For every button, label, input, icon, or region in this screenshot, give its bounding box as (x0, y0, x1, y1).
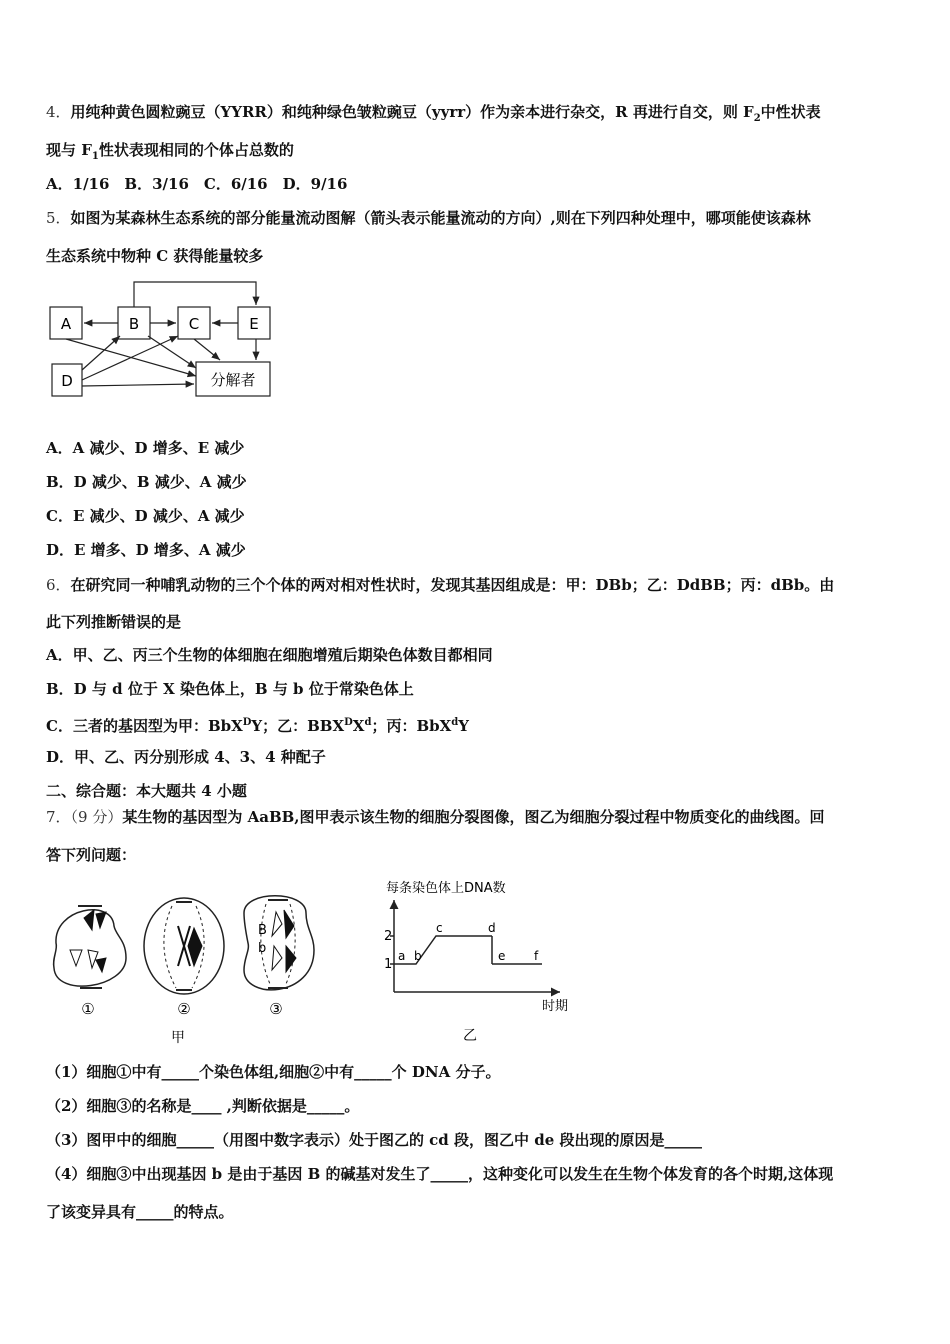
label-d: D (61, 372, 73, 390)
q5-option-a: A．A 减少、D 增多、E 减少 (46, 439, 245, 457)
point-b: b (414, 949, 422, 963)
q7-sub2: （2）细胞③的名称是____ ,判断依据是_____。 (46, 1097, 360, 1115)
label-c: C (188, 315, 200, 333)
label-decomposer: 分解者 (210, 371, 256, 389)
q6-line2: 此下列推断错误的是 (46, 613, 182, 631)
q6-option-a: A．甲、乙、丙三个生物的体细胞在细胞增殖后期染色体数目都相同 (46, 646, 493, 664)
q6-line1: 6．在研究同一种哺乳动物的三个个体的两对相对性状时，发现其基因组成是：甲：DBb；乙：DdBB；丙：dBb。由 (46, 576, 835, 594)
cell-3-label: ③ (269, 1000, 283, 1018)
cell-1-label: ① (81, 1000, 95, 1018)
y-tick-2: 2 (384, 929, 393, 944)
q5-number: 5． (46, 209, 71, 227)
q7-line2: 答下列问题： (46, 846, 137, 864)
q5-option-b: B．D 减少、B 减少、A 减少 (46, 473, 247, 491)
q6-option-d: D．甲、乙、丙分别形成 4、3、4 种配子 (46, 748, 326, 766)
point-f: f (534, 949, 539, 963)
figure-yi-dna-chart (374, 876, 584, 1048)
gene-label-b-lower: b (258, 941, 267, 956)
q6-number: 6． (46, 576, 71, 594)
q6-option-c: C．三者的基因型为甲：BbX$^D$Y；乙：$BBX^DX^d$；丙：BbX$^d$Y (46, 717, 469, 735)
chart-line-abcd (394, 936, 492, 964)
cell-3-membrane (244, 896, 314, 990)
point-c: c (436, 921, 443, 935)
q4-line2: 现与 $F_1$性状表现相同的个体占总数的 (46, 141, 294, 162)
y-tick-1: 1 (384, 957, 393, 972)
energy-flow-diagram (44, 276, 284, 404)
point-d: d (488, 921, 496, 935)
q5-option-c: C．E 减少、D 减少、A 减少 (46, 507, 245, 525)
label-a: A (60, 315, 72, 333)
q4-options: A．1/16 B．3/16 C．6/16 D．9/16 (46, 175, 348, 193)
cell-2-label: ② (177, 1000, 191, 1018)
q5-line2: 生态系统中物种 C 获得能量较多 (46, 247, 264, 265)
q7-score: （9 分） (70, 808, 123, 826)
q7-sub4-line1: （4）细胞③中出现基因 b 是由于基因 B 的碱基对发生了_____，这种变化可以发生在生物个体发育的各个时期,这体现 (46, 1165, 834, 1183)
q6-option-b: B．D 与 d 位于 X 染色体上，B 与 b 位于常染色体上 (46, 680, 414, 698)
label-b: B (128, 315, 140, 333)
section-heading: 二、综合题：本大题共 4 小题 (46, 782, 247, 800)
q7-number: 7． (46, 808, 71, 826)
q7-line1: 7．（9 分）某生物的基因型为 AaBB,图甲表示该生物的细胞分裂图像，图乙为细胞分裂过程中物质变化的曲线图。回 (46, 808, 825, 826)
q7-sub1: （1）细胞①中有_____个染色体组,细胞②中有_____个 DNA 分子。 (46, 1063, 501, 1081)
chart-y-label: 每条染色体上DNA数 (386, 881, 506, 896)
point-a: a (398, 949, 406, 963)
q5-line1: 5．如图为某森林生态系统的部分能量流动图解（箭头表示能量流动的方向）,则在下列四种处理中，哪项能使该森林 (46, 209, 811, 227)
figure-yi-caption: 乙 (463, 1028, 477, 1044)
chart-x-label: 时期 (542, 999, 569, 1014)
label-e: E (249, 315, 259, 333)
figure-jia-cell-division (44, 888, 324, 1048)
point-e: e (498, 949, 506, 963)
q5-option-d: D．E 增多、D 增多、A 减少 (46, 541, 246, 559)
q4-number: 4． (46, 103, 71, 121)
q7-sub3: （3）图甲中的细胞_____（用图中数字表示）处于图乙的 cd 段，图乙中 de 段出现的原因是_____ (46, 1131, 702, 1149)
figure-jia-caption: 甲 (171, 1030, 185, 1046)
gene-label-b-upper: B (258, 923, 267, 938)
q4-line1: 4．用纯种黄色圆粒豌豆（YYRR）和纯种绿色皱粒豌豆（yyrr）作为亲本进行杂交，R 再进行自交，则 $F_2$中性状表 (46, 103, 821, 124)
q7-sub4-line2: 了该变异具有_____的特点。 (46, 1203, 234, 1221)
